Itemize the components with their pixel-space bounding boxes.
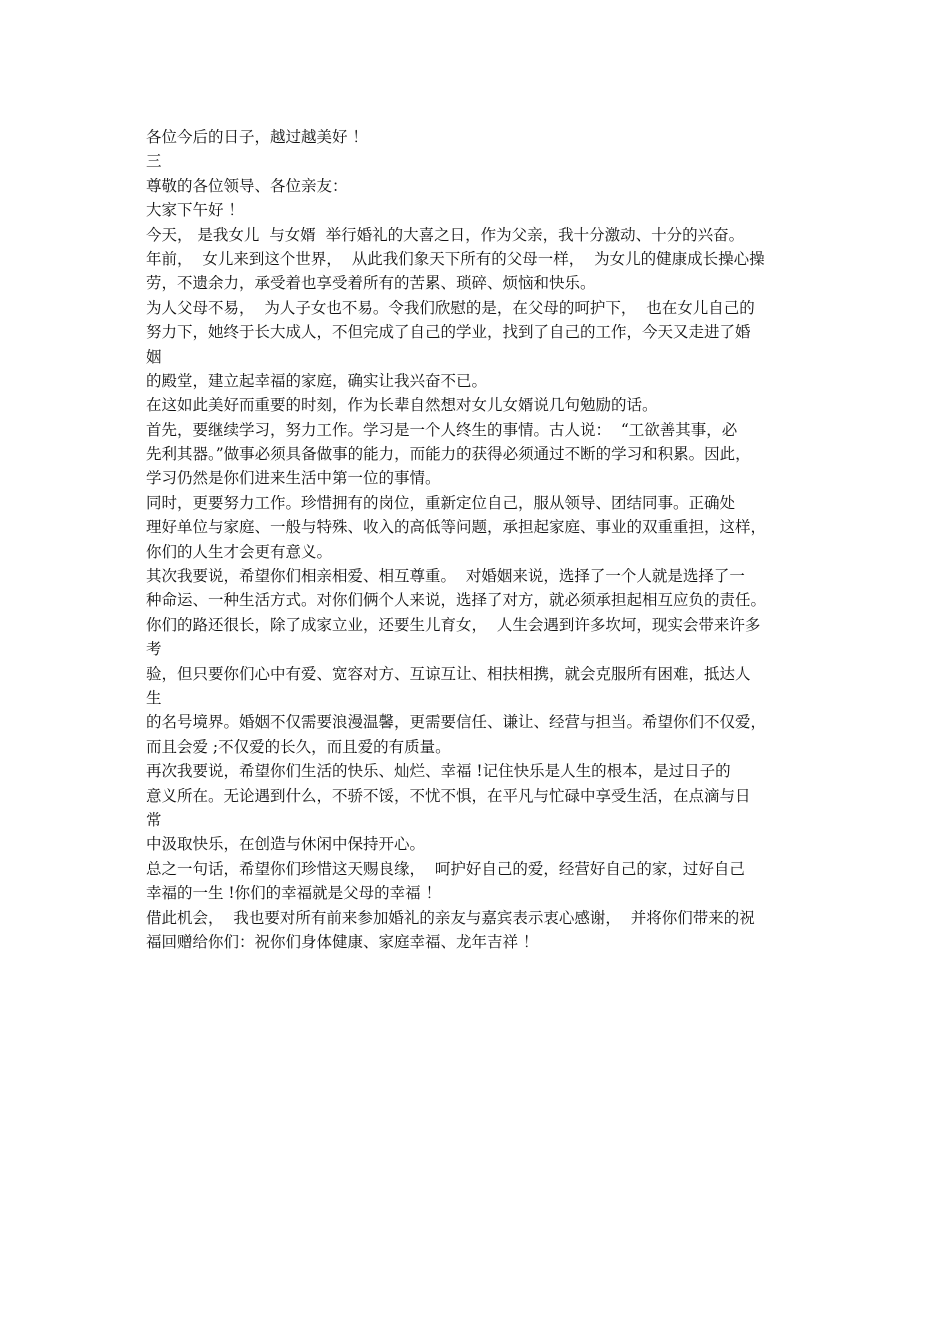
text-line: 你们的人生才会更有意义。 [146,542,333,561]
speech-text [146,125,816,954]
text-line: 努力下，她终于长大成人，不但完成了自己的学业，找到了自己的工作，今天又走进了婚 [146,323,751,342]
text-line: 理好单位与家庭、一般与特殊、收入的高低等问题，承担起家庭、事业的双重重担，这样， [146,518,767,537]
salutation: 尊敬的各位领导、各位亲友： [146,176,348,195]
text-line: 验，但只要你们心中有爱、宽容对方、互谅互让、相扶相携，就会克服所有困难，抵达人 [146,664,751,683]
text-line: 中汲取快乐，在创造与休闲中保持开心。 [146,835,426,854]
text-line: 为人父母不易， 为人子女也不易。令我们欣慰的是，在父母的呵护下， 也在女儿自己的 [146,298,755,317]
text-line: 各位今后的日子，越过越美好 ！ [146,128,368,146]
text-line: 首先，要继续学习，努力工作。学习是一个人终生的事情。古人说： “工欲善其事，必 [146,420,738,439]
text-line: 先利其器。”做事必须具备做事的能力，而能力的获得必须通过不断的学习和积累。因此， [146,445,751,464]
text-line: 生 [146,688,162,707]
text-line: 意义所在。无论遇到什么，不骄不馁，不忧不惧，在平凡与忙碌中享受生活，在点滴与日 [146,786,751,805]
text-line: 种命运、一种生活方式。对你们俩个人来说，选择了对方，就必须承担起相互应负的责任。 [146,591,767,610]
text-line: 学习仍然是你们进来生活中第一位的事情。 [146,469,441,488]
text-line: 常 [146,810,162,829]
text-line: 同时，更要努力工作。珍惜拥有的岗位，重新定位自己，服从领导、团结同事。正确处 [146,493,736,512]
section-number: 三 [146,152,162,171]
text-line: 的殿堂，建立起幸福的家庭，确实让我兴奋不已。 [146,371,488,390]
text-line: 在这如此美好而重要的时刻，作为长辈自然想对女儿女婿说几句勉励的话。 [146,396,658,415]
closing-line: 福回赠给你们：祝你们身体健康、家庭幸福、龙年吉祥 ！ [146,932,539,951]
text-line: 的名号境界。婚姻不仅需要浪漫温馨，更需要信任、谦让、经营与担当。希望你们不仅爱， [146,713,767,732]
text-line: 劳，不遗余力，承受着也享受着所有的苦累、琐碎、烦恼和快乐。 [146,274,596,293]
text-line: 借此机会， 我也要对所有前来参加婚礼的亲友与嘉宾表示衷心感谢， 并将你们带来的祝 [146,908,755,927]
text-line: 今天， 是我女儿 与女婿 举行婚礼的大喜之日，作为父亲，我十分激动、十分的兴奋。 [146,225,745,244]
text-line: 其次我要说，希望你们相亲相爱、相互尊重。 对婚姻来说，选择了一个人就是选择了一 [146,567,745,586]
text-line: 总之一句话，希望你们珍惜这天赐良缘， 呵护好自己的爱，经营好自己的家，过好自己 [146,859,745,878]
text-line: 再次我要说，希望你们生活的快乐、灿烂、幸福 !记住快乐是人生的根本，是过日子的 [146,762,731,781]
text-line: 姻 [146,347,162,366]
text-line: 而且会爱 ;不仅爱的长久，而且爱的有质量。 [146,737,451,756]
text-line: 你们的路还很长，除了成家立业，还要生儿育女， 人生会遇到许多坎坷，现实会带来许多 [146,615,761,634]
text-line: 考 [146,640,162,659]
text-line: 年前， 女儿来到这个世界， 从此我们象天下所有的父母一样， 为女儿的健康成长操心操 [146,249,765,268]
greeting: 大家下午好 ！ [146,201,244,220]
text-line: 幸福的一生 !你们的幸福就是父母的幸福 ！ [146,884,442,903]
